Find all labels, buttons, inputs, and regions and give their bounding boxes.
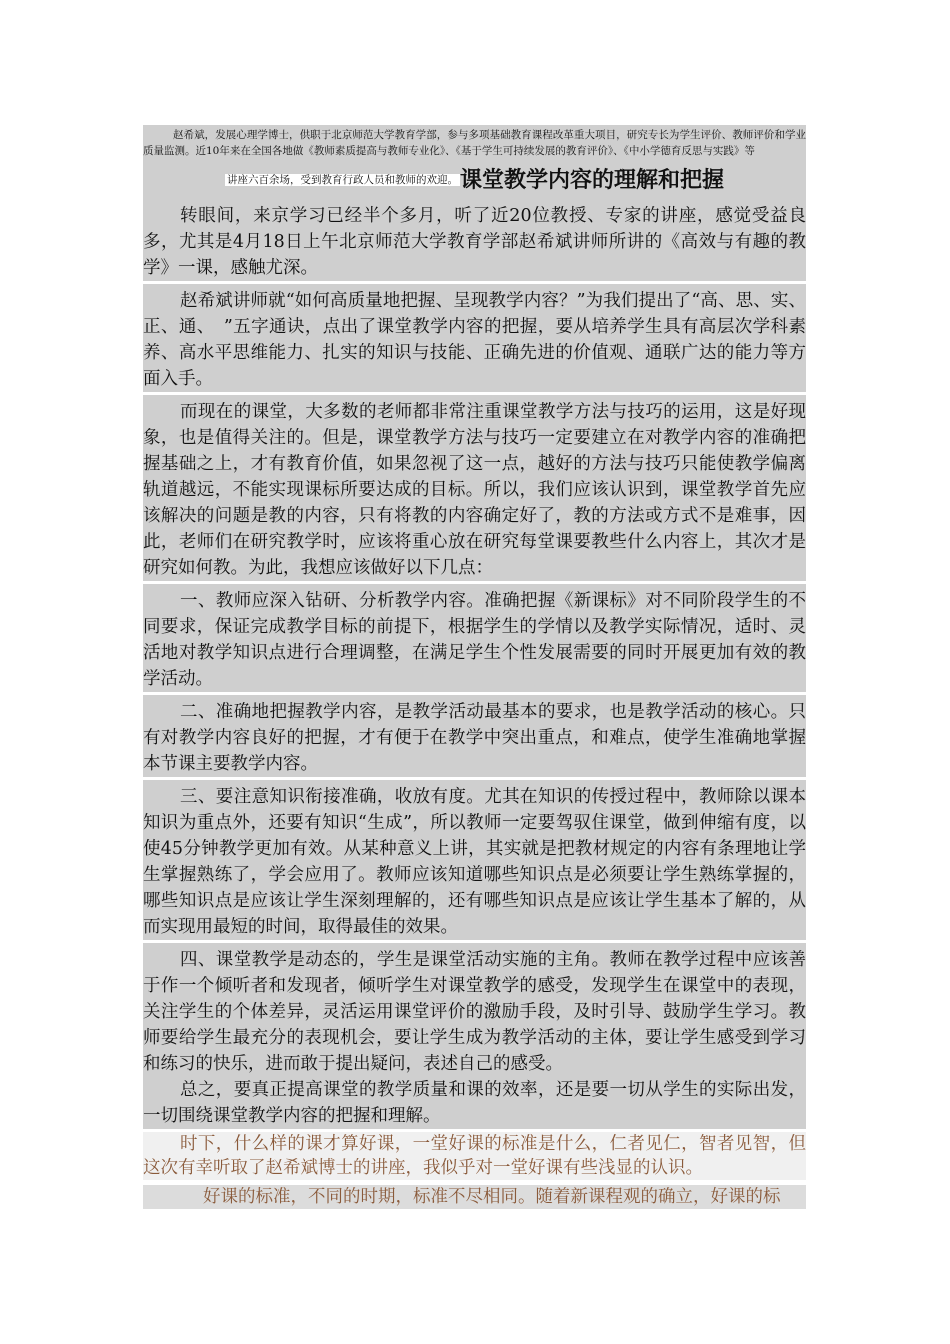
paragraph: 一、教师应深入钻研、分析教学内容。准确把握《新课标》对不同阶段学生的不同要求，保证完成教学目标的前提下，根据学生的学情以及教学实际情况，适时、灵活地对教学知识点进行合理调整，在满足学生个性发展需要的同时开展更加有效的教学活动。 <box>143 581 806 692</box>
tail-section-last <box>143 1180 806 1209</box>
paragraph: 三、要注意知识衔接准确，收放有度。尤其在知识的传授过程中，教师除以课本知识为重点外，还要有知识“生成”，所以教师一定要驾驭住课堂，做到伸缩有度，以使45分钟教学更加有效。从某种意义上讲，其实就是把教材规定的内容有条理地让学生掌握熟练了，学会应用了。教师应该知道哪些知识点是必须要让学生熟练掌握的，哪些知识点是应该让学生深刻理解的，还有哪些知识点是应该让学生基本了解的，从而实现用最短的时间，取得最佳的效果。 <box>143 777 806 940</box>
document-page <box>143 125 806 1209</box>
author-bio-end: 讲座六百余场，受到教育行政人员和教师的欢迎。 <box>226 174 458 186</box>
paragraph: 总之，要真正提高课堂的教学质量和课的效率，还是要一切从学生的实际出发，一切围绕课堂教学内容的把握和理解。 <box>143 1080 806 1126</box>
author-bio: 赵希斌，发展心理学博士，供职于北京师范大学教育学部，参与多项基础教育课程改革重大项目，研究专长为学生评价、教师评价和学业质量监测。近10年来在全国各地做《教师素质提高与教师专业化》、《基于学生可持续发展的教育评价》、《中小学德育反思与实践》等 <box>143 125 806 159</box>
page-title: 课堂教学内容的理解和把握 <box>459 168 724 193</box>
tail-paragraph: 好课的标准，不同的时期，标准不尽相同。随着新课程观的确立，好课的标 <box>143 1185 806 1209</box>
paragraph: 赵希斌讲师就“如何高质量地把握、呈现教学内容？”为我们提出了“高、思、实、正、通、 ”五字通诀，点出了课堂教学内容的把握，要从培养学生具有高层次学科素养、高水平思维能力、扎实的知识与技能、正确先进的价值观、通联广达的能力等方面入手。 <box>143 281 806 392</box>
tail-paragraph: 时下，什么样的课才算好课，一堂好课的标准是什么，仁者见仁，智者见智，但这次有幸听取了赵希斌博士的讲座，我似乎对一堂好课有些浅显的认识。 <box>143 1134 806 1178</box>
tail-section <box>143 1129 806 1180</box>
title-row <box>143 159 806 203</box>
paragraph: 二、准确地把握教学内容，是教学活动最基本的要求，也是教学活动的核心。只有对教学内容良好的把握，才有便于在教学中突出重点，和难点，使学生准确地掌握本节课主要教学内容。 <box>143 692 806 777</box>
paragraph: 四、课堂教学是动态的，学生是课堂活动实施的主角。教师在教学过程中应该善于作一个倾听者和发现者，倾听学生对课堂教学的感受，发现学生在课堂中的表现，关注学生的个体差异，灵活运用课堂评价的激励手段，及时引导、鼓励学生学习。教师要给学生最充分的表现机会，要让学生成为教学活动的主体，要让学生感受到学习和练习的快乐，进而敢于提出疑问，表述自己的感受。 <box>143 940 806 1077</box>
paragraph: 转眼间，来京学习已经半个多月，听了近20位教授、专家的讲座，感觉受益良多，尤其是4月18日上午北京师范大学教育学部赵希斌讲师所讲的《高效与有趣的教学》一课，感触尤深。 <box>143 206 806 278</box>
article-body <box>143 203 806 1129</box>
paragraph: 而现在的课堂，大多数的老师都非常注重课堂教学方法与技巧的运用，这是好现象，也是值得关注的。但是，课堂教学方法与技巧一定要建立在对教学内容的准确把握基础之上，才有教育价值，如果忽视了这一点，越好的方法与技巧只能使教学偏离轨道越远，不能实现课标所要达成的目标。所以，我们应该认识到，课堂教学首先应该解决的问题是教的内容，只有将教的内容确定好了，教的方法或方式不是难事，因此，老师们在研究教学时，应该将重心放在研究每堂课要教些什么内容上，其次才是研究如何教。为此，我想应该做好以下几点： <box>143 392 806 581</box>
